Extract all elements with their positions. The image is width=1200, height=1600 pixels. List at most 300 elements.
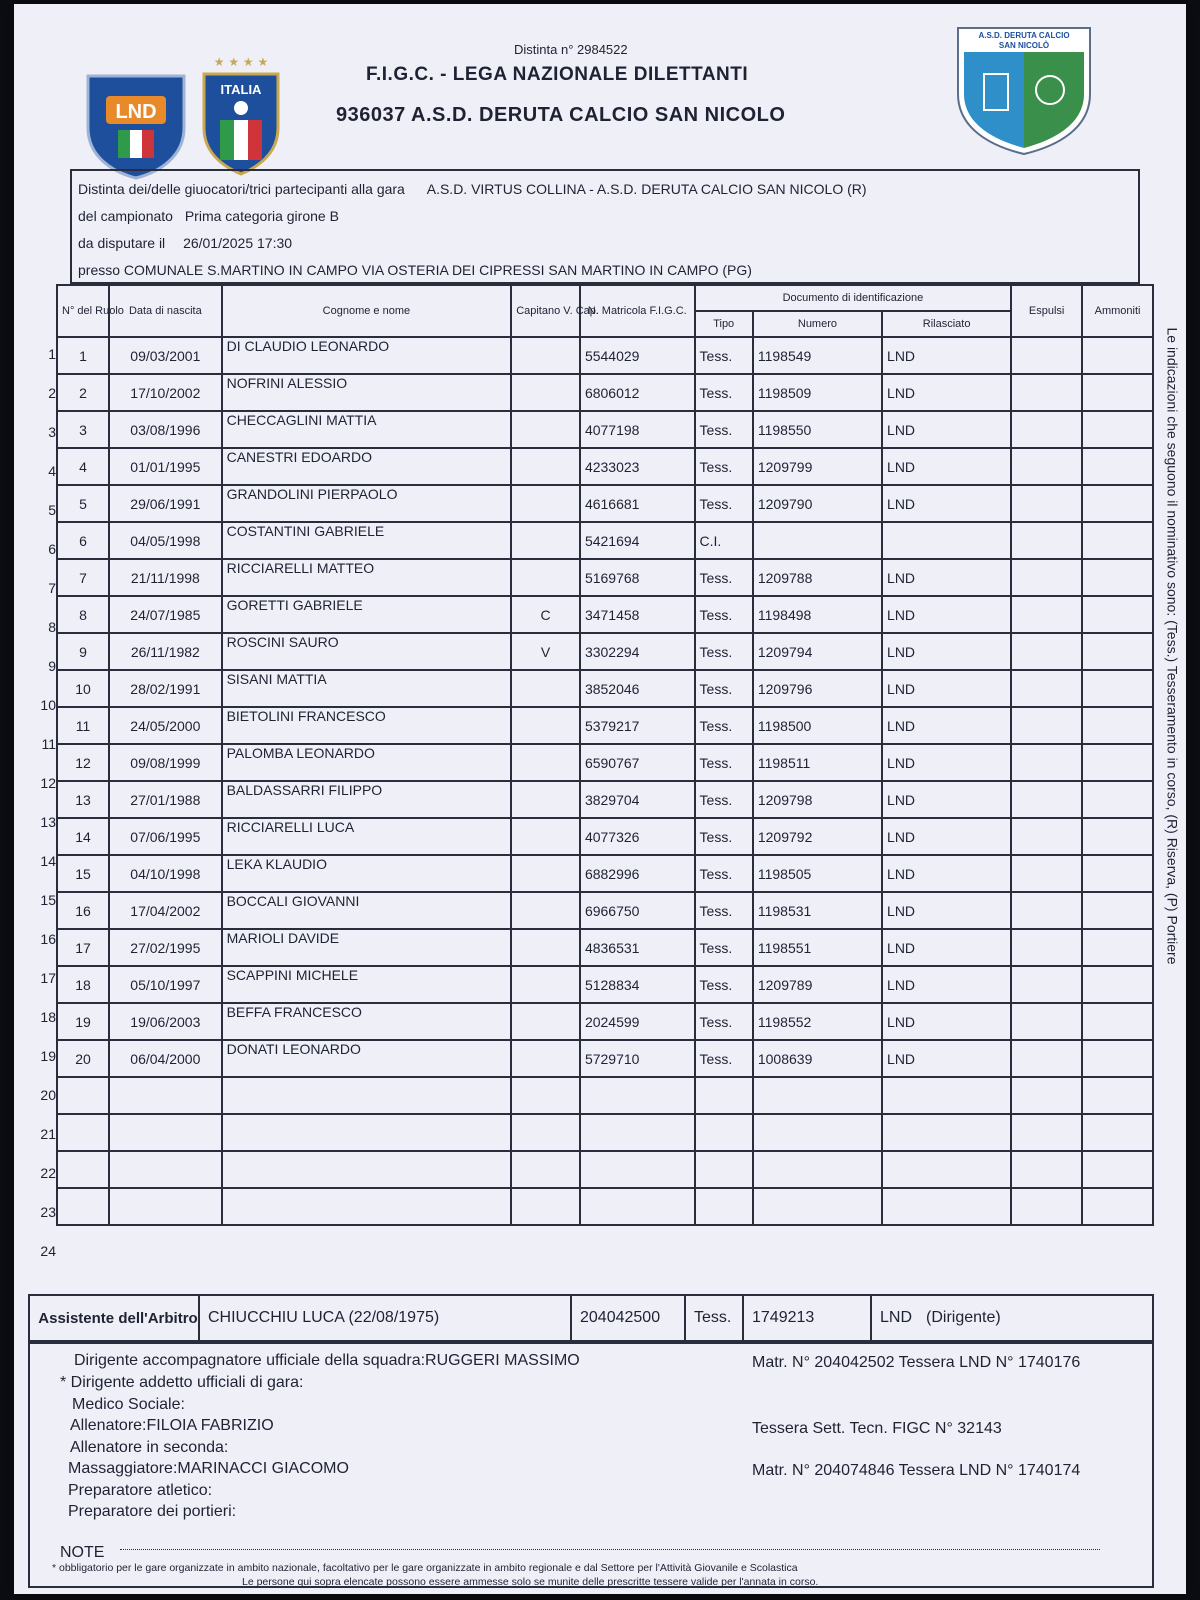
row-number: 13	[40, 814, 56, 830]
cell-capitano	[511, 559, 580, 596]
cell-nascita: 24/05/2000	[109, 707, 222, 744]
cell-rilasciato: LND	[882, 485, 1011, 522]
cell-ammoniti	[1082, 522, 1153, 559]
row-number: 22	[40, 1165, 56, 1181]
cell-ammoniti	[1082, 1114, 1153, 1151]
player-row	[57, 929, 1153, 966]
row-number: 19	[40, 1048, 56, 1064]
venue-label: presso	[78, 262, 121, 278]
cell-capitano	[511, 966, 580, 1003]
cell-capitano	[511, 670, 580, 707]
cell-ruolo: 15	[57, 855, 109, 892]
cell-numero: 1209790	[753, 485, 882, 522]
cell-nascita: 09/08/1999	[109, 744, 222, 781]
cell-tipo: Tess.	[695, 781, 753, 818]
cell-rilasciato: LND	[882, 670, 1011, 707]
cell-ammoniti	[1082, 966, 1153, 1003]
cell-espulsi	[1011, 1077, 1082, 1114]
match-label: Distinta dei/delle giuocatori/trici partecipanti alla gara	[78, 181, 405, 197]
cell-nascita: 17/10/2002	[109, 374, 222, 411]
col-documento: Documento di identificazione	[695, 285, 1012, 311]
col-numero: Numero	[753, 311, 882, 337]
player-row	[57, 485, 1153, 522]
masseur: Massaggiatore:MARINACCI GIACOMO	[68, 1460, 349, 1477]
cell-tipo	[695, 1114, 753, 1151]
cell-rilasciato: LND	[882, 781, 1011, 818]
row-number: 10	[40, 697, 56, 713]
cell-nascita: 09/03/2001	[109, 337, 222, 374]
cell-ruolo	[57, 1114, 109, 1151]
head-coach-license: Tessera Sett. Tecn. FIGC N° 32143	[752, 1420, 1002, 1437]
cell-ammoniti	[1082, 448, 1153, 485]
cell-ruolo	[57, 1188, 109, 1225]
cell-nome: BEFFA FRANCESCO	[222, 1003, 512, 1040]
cell-rilasciato: LND	[882, 559, 1011, 596]
player-row	[57, 559, 1153, 596]
cell-ruolo: 2	[57, 374, 109, 411]
row-number: 4	[48, 463, 56, 479]
cell-capitano	[511, 1151, 580, 1188]
distinta-number: Distinta n° 2984522	[514, 42, 628, 57]
side-legend-text: Le indicazioni che seguono il nominativo sono: (Tess.) Tesseramento in corso, (R) Riserva, (P) Portiere	[1165, 327, 1181, 965]
cell-espulsi	[1011, 966, 1082, 1003]
venue-value: COMUNALE S.MARTINO IN CAMPO VIA OSTERIA DEI CIPRESSI SAN MARTINO IN CAMPO (PG)	[123, 262, 752, 278]
cell-nome: NOFRINI ALESSIO	[222, 374, 512, 411]
cell-rilasciato: LND	[882, 411, 1011, 448]
cell-capitano	[511, 485, 580, 522]
cell-espulsi	[1011, 374, 1082, 411]
cell-numero: 1198498	[753, 596, 882, 633]
assistant-tipo: Tess.	[686, 1296, 744, 1340]
row-number: 21	[40, 1126, 56, 1142]
cell-capitano	[511, 1188, 580, 1225]
cell-nascita: 26/11/1982	[109, 633, 222, 670]
venue-row	[78, 262, 752, 278]
cell-capitano	[511, 744, 580, 781]
cell-ammoniti	[1082, 670, 1153, 707]
cell-nome: CANESTRI EDOARDO	[222, 448, 512, 485]
cell-espulsi	[1011, 781, 1082, 818]
cell-capitano	[511, 1040, 580, 1077]
player-row	[57, 411, 1153, 448]
header-row	[57, 285, 1153, 311]
col-nascita: Data di nascita	[109, 285, 222, 337]
cell-capitano	[511, 707, 580, 744]
cell-rilasciato: LND	[882, 966, 1011, 1003]
cell-nome: BALDASSARRI FILIPPO	[222, 781, 512, 818]
fitness-coach: Preparatore atletico:	[68, 1482, 213, 1499]
cell-numero: 1198552	[753, 1003, 882, 1040]
cell-matricola: 6590767	[580, 744, 695, 781]
cell-rilasciato: LND	[882, 818, 1011, 855]
cell-rilasciato	[882, 522, 1011, 559]
roster-section	[34, 284, 1154, 1259]
cell-rilasciato: LND	[882, 855, 1011, 892]
cell-tipo	[695, 1151, 753, 1188]
cell-ruolo: 6	[57, 522, 109, 559]
cell-numero: 1209798	[753, 781, 882, 818]
cell-capitano	[511, 1003, 580, 1040]
player-row	[57, 744, 1153, 781]
cell-espulsi	[1011, 855, 1082, 892]
cell-rilasciato: LND	[882, 633, 1011, 670]
cell-nascita: 04/05/1998	[109, 522, 222, 559]
svg-text:★ ★ ★ ★: ★ ★ ★ ★	[213, 55, 269, 69]
cell-tipo: Tess.	[695, 966, 753, 1003]
cell-nascita: 27/02/1995	[109, 929, 222, 966]
cell-capitano	[511, 781, 580, 818]
cell-rilasciato: LND	[882, 1040, 1011, 1077]
col-matricola: N. Matricola F.I.G.C.	[580, 285, 695, 337]
match-row	[78, 181, 867, 197]
cell-nascita: 21/11/1998	[109, 559, 222, 596]
row-number: 23	[40, 1204, 56, 1220]
row-number: 7	[48, 580, 56, 596]
assistant-rilasciato: LND	[880, 1309, 913, 1326]
cell-numero: 1198531	[753, 892, 882, 929]
team-doctor: Medico Sociale:	[72, 1396, 185, 1413]
cell-espulsi	[1011, 707, 1082, 744]
player-row	[57, 855, 1153, 892]
cell-ammoniti	[1082, 559, 1153, 596]
cell-matricola	[580, 1077, 695, 1114]
player-row	[57, 1188, 1153, 1225]
cell-ammoniti	[1082, 707, 1153, 744]
distinta-sheet	[14, 4, 1186, 1594]
club-logo	[954, 24, 1094, 156]
cell-espulsi	[1011, 892, 1082, 929]
goalkeeper-coach: Preparatore dei portieri:	[68, 1503, 237, 1520]
row-number: 8	[48, 619, 56, 635]
cell-espulsi	[1011, 633, 1082, 670]
cell-nome: BIETOLINI FRANCESCO	[222, 707, 512, 744]
cell-ammoniti	[1082, 337, 1153, 374]
cell-tipo: Tess.	[695, 929, 753, 966]
official-manager: Dirigente accompagnatore ufficiale della squadra:RUGGERI MASSIMO	[74, 1352, 580, 1369]
cell-ruolo: 13	[57, 781, 109, 818]
player-row	[57, 966, 1153, 1003]
cell-nome: BOCCALI GIOVANNI	[222, 892, 512, 929]
player-row	[57, 596, 1153, 633]
row-number: 3	[48, 424, 56, 440]
assistant-matricola: 204042500	[572, 1296, 686, 1340]
cell-numero: 1008639	[753, 1040, 882, 1077]
row-number: 16	[40, 931, 56, 947]
date-value: 26/01/2025 17:30	[183, 235, 293, 251]
cell-nome	[222, 1114, 512, 1151]
official-manager-matr: Matr. N° 204042502 Tessera LND N° 1740176	[752, 1354, 1081, 1371]
svg-text:SAN NICOLÒ: SAN NICOLÒ	[998, 41, 1050, 50]
cell-espulsi	[1011, 559, 1082, 596]
assistant-role: (Dirigente)	[926, 1309, 1001, 1326]
cell-numero	[753, 522, 882, 559]
cell-matricola	[580, 1188, 695, 1225]
lnd-logo	[84, 70, 188, 180]
cell-nascita: 05/10/1997	[109, 966, 222, 1003]
cell-matricola: 5379217	[580, 707, 695, 744]
cell-matricola: 6806012	[580, 374, 695, 411]
cell-capitano	[511, 1114, 580, 1151]
cell-espulsi	[1011, 1114, 1082, 1151]
cell-nascita: 07/06/1995	[109, 818, 222, 855]
cell-capitano	[511, 818, 580, 855]
cell-tipo: Tess.	[695, 818, 753, 855]
championship-value: Prima categoria girone B	[184, 208, 339, 224]
cell-matricola: 4233023	[580, 448, 695, 485]
player-row	[57, 781, 1153, 818]
cell-matricola: 6966750	[580, 892, 695, 929]
cell-capitano: V	[511, 633, 580, 670]
cell-espulsi	[1011, 818, 1082, 855]
cell-nascita: 28/02/1991	[109, 670, 222, 707]
cell-rilasciato: LND	[882, 337, 1011, 374]
footer-note-mandatory: * obbligatorio per le gare organizzate in ambito nazionale, facoltativo per le gare organizzate in ambito regionale e dal Settore per l'Attività Giovanile e Scolastica	[52, 1562, 798, 1574]
cell-capitano	[511, 522, 580, 559]
cell-espulsi	[1011, 1040, 1082, 1077]
cell-tipo: Tess.	[695, 707, 753, 744]
col-ruolo: N° del Ruolo	[57, 285, 109, 337]
cell-ruolo: 19	[57, 1003, 109, 1040]
cell-tipo: Tess.	[695, 855, 753, 892]
cell-ammoniti	[1082, 1151, 1153, 1188]
assistant-rilasciato-cell	[872, 1296, 1152, 1340]
cell-ruolo: 18	[57, 966, 109, 1003]
cell-matricola: 4077326	[580, 818, 695, 855]
cell-espulsi	[1011, 1151, 1082, 1188]
cell-rilasciato: LND	[882, 448, 1011, 485]
cell-capitano	[511, 411, 580, 448]
row-number: 20	[40, 1087, 56, 1103]
cell-rilasciato: LND	[882, 929, 1011, 966]
cell-ammoniti	[1082, 781, 1153, 818]
col-capitano: Capitano V. Cap.	[511, 285, 580, 337]
col-espulsi: Espulsi	[1011, 285, 1082, 337]
cell-numero: 1198500	[753, 707, 882, 744]
assistant-label: Assistente dell'Arbitro	[30, 1296, 200, 1340]
notes-label: NOTE	[60, 1544, 105, 1561]
cell-numero: 1198550	[753, 411, 882, 448]
cell-ammoniti	[1082, 818, 1153, 855]
championship-label: del campionato	[78, 208, 173, 224]
cell-espulsi	[1011, 485, 1082, 522]
row-number: 24	[40, 1243, 56, 1259]
cell-nascita: 17/04/2002	[109, 892, 222, 929]
cell-ruolo: 1	[57, 337, 109, 374]
cell-rilasciato: LND	[882, 596, 1011, 633]
document-header	[14, 4, 1186, 179]
cell-matricola: 5169768	[580, 559, 695, 596]
cell-capitano	[511, 855, 580, 892]
cell-matricola: 4836531	[580, 929, 695, 966]
cell-ammoniti	[1082, 1040, 1153, 1077]
cell-ruolo: 14	[57, 818, 109, 855]
cell-nascita: 24/07/1985	[109, 596, 222, 633]
player-row	[57, 1114, 1153, 1151]
match-info-box	[70, 169, 1140, 284]
cell-espulsi	[1011, 448, 1082, 485]
cell-numero	[753, 1188, 882, 1225]
cell-matricola: 5729710	[580, 1040, 695, 1077]
cell-matricola: 3829704	[580, 781, 695, 818]
cell-ruolo: 3	[57, 411, 109, 448]
italia-figc-logo	[198, 54, 284, 176]
cell-nome	[222, 1151, 512, 1188]
player-row	[57, 670, 1153, 707]
cell-numero	[753, 1114, 882, 1151]
cell-ammoniti	[1082, 633, 1153, 670]
cell-nascita: 01/01/1995	[109, 448, 222, 485]
cell-nascita: 03/08/1996	[109, 411, 222, 448]
cell-ruolo: 4	[57, 448, 109, 485]
row-number: 9	[48, 658, 56, 674]
player-row	[57, 522, 1153, 559]
col-rilasciato: Rilasciato	[882, 311, 1011, 337]
cell-ammoniti	[1082, 892, 1153, 929]
cell-rilasciato: LND	[882, 892, 1011, 929]
player-row	[57, 448, 1153, 485]
cell-nascita: 29/06/1991	[109, 485, 222, 522]
row-number: 1	[48, 346, 56, 362]
side-legend	[1160, 276, 1186, 1016]
cell-numero	[753, 1077, 882, 1114]
cell-nome	[222, 1188, 512, 1225]
cell-espulsi	[1011, 929, 1082, 966]
cell-espulsi	[1011, 411, 1082, 448]
date-row	[78, 235, 292, 251]
cell-numero: 1198549	[753, 337, 882, 374]
cell-nome: ROSCINI SAURO	[222, 633, 512, 670]
cell-ammoniti	[1082, 485, 1153, 522]
cell-capitano	[511, 929, 580, 966]
referee-assistant-row	[28, 1294, 1154, 1342]
cell-matricola: 5421694	[580, 522, 695, 559]
cell-ammoniti	[1082, 1077, 1153, 1114]
cell-tipo: C.I.	[695, 522, 753, 559]
cell-tipo: Tess.	[695, 411, 753, 448]
cell-espulsi	[1011, 1003, 1082, 1040]
col-nome: Cognome e nome	[222, 285, 512, 337]
cell-matricola: 4616681	[580, 485, 695, 522]
cell-tipo: Tess.	[695, 337, 753, 374]
cell-numero: 1198505	[753, 855, 882, 892]
cell-nascita	[109, 1188, 222, 1225]
row-number: 11	[41, 736, 56, 752]
row-number: 17	[40, 970, 56, 986]
cell-ammoniti	[1082, 929, 1153, 966]
cell-nascita: 19/06/2003	[109, 1003, 222, 1040]
head-coach: Allenatore:FILOIA FABRIZIO	[70, 1417, 274, 1434]
cell-numero	[753, 1151, 882, 1188]
cell-espulsi	[1011, 596, 1082, 633]
cell-nome: COSTANTINI GABRIELE	[222, 522, 512, 559]
cell-ruolo: 9	[57, 633, 109, 670]
notes-dotted-line	[120, 1549, 1100, 1550]
cell-numero: 1209794	[753, 633, 882, 670]
cell-nome: DI CLAUDIO LEONARDO	[222, 337, 512, 374]
cell-nome: SISANI MATTIA	[222, 670, 512, 707]
row-number: 12	[40, 775, 56, 791]
championship-row	[78, 208, 339, 224]
cell-ruolo: 20	[57, 1040, 109, 1077]
cell-nome: DONATI LEONARDO	[222, 1040, 512, 1077]
cell-numero: 1198511	[753, 744, 882, 781]
cell-nascita: 27/01/1988	[109, 781, 222, 818]
masseur-matr: Matr. N° 204074846 Tessera LND N° 1740174	[752, 1462, 1081, 1479]
cell-ammoniti	[1082, 1003, 1153, 1040]
player-row	[57, 337, 1153, 374]
italia-logo-text: ITALIA	[220, 82, 262, 97]
row-number: 15	[40, 892, 56, 908]
cell-tipo	[695, 1077, 753, 1114]
cell-espulsi	[1011, 1188, 1082, 1225]
cell-numero: 1209789	[753, 966, 882, 1003]
cell-matricola: 4077198	[580, 411, 695, 448]
cell-matricola	[580, 1151, 695, 1188]
cell-nome: LEKA KLAUDIO	[222, 855, 512, 892]
cell-nascita	[109, 1077, 222, 1114]
cell-rilasciato: LND	[882, 707, 1011, 744]
cell-ruolo: 8	[57, 596, 109, 633]
cell-ammoniti	[1082, 374, 1153, 411]
cell-nome: RICCIARELLI LUCA	[222, 818, 512, 855]
player-row	[57, 1077, 1153, 1114]
cell-ruolo: 7	[57, 559, 109, 596]
cell-matricola: 3471458	[580, 596, 695, 633]
cell-nome: SCAPPINI MICHELE	[222, 966, 512, 1003]
cell-capitano	[511, 892, 580, 929]
row-number: 2	[48, 385, 56, 401]
cell-nome: PALOMBA LEONARDO	[222, 744, 512, 781]
svg-text:A.S.D. DERUTA CALCIO: A.S.D. DERUTA CALCIO	[978, 31, 1070, 40]
row-number: 18	[40, 1009, 56, 1025]
cell-numero: 1209792	[753, 818, 882, 855]
cell-matricola: 6882996	[580, 855, 695, 892]
cell-rilasciato: LND	[882, 1003, 1011, 1040]
cell-nascita: 04/10/1998	[109, 855, 222, 892]
col-ammoniti: Ammoniti	[1082, 285, 1153, 337]
cell-ruolo	[57, 1151, 109, 1188]
cell-matricola: 3852046	[580, 670, 695, 707]
cell-ruolo: 10	[57, 670, 109, 707]
cell-nome: GORETTI GABRIELE	[222, 596, 512, 633]
cell-nome: CHECCAGLINI MATTIA	[222, 411, 512, 448]
cell-rilasciato: LND	[882, 374, 1011, 411]
cell-tipo: Tess.	[695, 670, 753, 707]
cell-espulsi	[1011, 670, 1082, 707]
staff-section	[28, 1342, 1154, 1588]
cell-matricola: 3302294	[580, 633, 695, 670]
assistant-numero: 1749213	[744, 1296, 872, 1340]
cell-tipo: Tess.	[695, 744, 753, 781]
roster-table	[56, 284, 1154, 1226]
cell-tipo: Tess.	[695, 485, 753, 522]
cell-ammoniti	[1082, 411, 1153, 448]
player-row	[57, 633, 1153, 670]
cell-tipo: Tess.	[695, 1040, 753, 1077]
player-row	[57, 818, 1153, 855]
cell-nascita	[109, 1114, 222, 1151]
cell-numero: 1198509	[753, 374, 882, 411]
cell-matricola: 5128834	[580, 966, 695, 1003]
cell-numero: 1209788	[753, 559, 882, 596]
cell-matricola: 2024599	[580, 1003, 695, 1040]
cell-espulsi	[1011, 522, 1082, 559]
cell-ammoniti	[1082, 1188, 1153, 1225]
cell-tipo: Tess.	[695, 892, 753, 929]
cell-capitano	[511, 337, 580, 374]
player-row	[57, 1040, 1153, 1077]
player-row	[57, 1151, 1153, 1188]
